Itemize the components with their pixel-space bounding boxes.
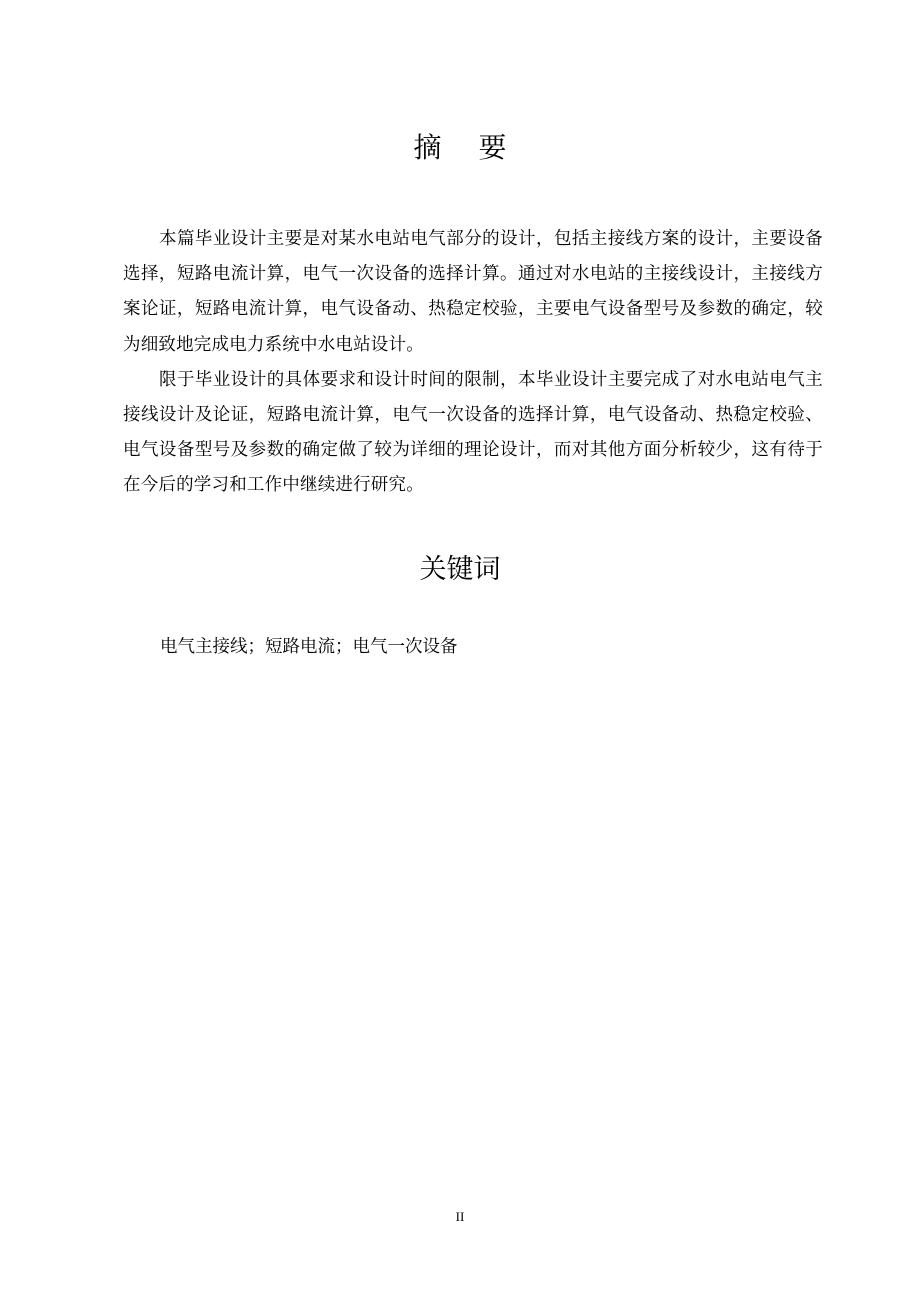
abstract-paragraph-2: 限于毕业设计的具体要求和设计时间的限制，本毕业设计主要完成了对水电站电气主接线设计及论证，短路电流计算，电气一次设备的选择计算，电气设备动、热稳定校验、电气设备型号及参数的确定做了较为详细的理论设计，而对其他方面分析较少，这有待于在今后的学习和工作中继续进行研究。: [123, 369, 823, 496]
keywords-text: 电气主接线；短路电流；电气一次设备: [160, 637, 458, 657]
keywords-title: 关键词: [419, 554, 501, 585]
page-number: II: [455, 1209, 465, 1224]
abstract-paragraph-1: 本篇毕业设计主要是对某水电站电气部分的设计，包括主接线方案的设计，主要设备选择，短路电流计算，电气一次设备的选择计算。通过对水电站的主接线设计，主接线方案论证，短路电流计算，电气设备动、热稳定校验，主要电气设备型号及参数的确定，较为细致地完成电力系统中水电站设计。: [123, 229, 823, 355]
abstract-body: [123, 222, 823, 504]
abstract-title: 摘 要: [413, 131, 521, 164]
